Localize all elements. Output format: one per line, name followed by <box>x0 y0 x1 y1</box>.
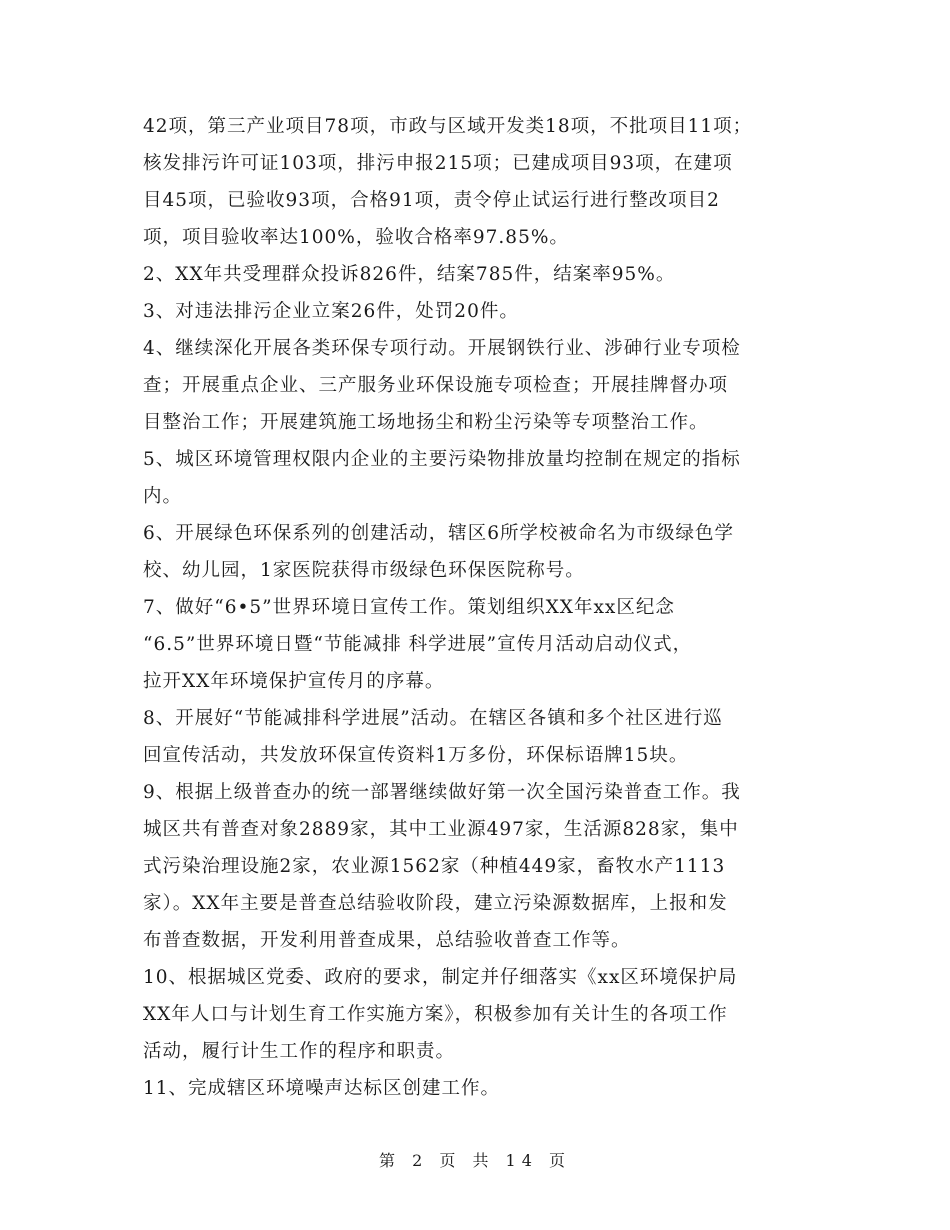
text-line: 项，项目验收率达100%，验收合格率97.85%。 <box>143 227 569 248</box>
text-line: 3、对违法排污企业立案26件，处罚20件。 <box>143 301 519 322</box>
text-line: 核发排污许可证103项，排污申报215项；已建成项目93项，在建项 <box>143 153 733 174</box>
text-line: 目45项，已验收93项，合格91项，责令停止试运行进行整改项目2 <box>143 190 720 211</box>
text-line: XX年人口与计划生育工作实施方案》，积极参加有关计生的各项工作 <box>143 1004 728 1025</box>
text-line: 2、XX年共受理群众投诉826件，结案785件，结案率95%。 <box>143 264 676 285</box>
text-line: 查；开展重点企业、三产服务业环保设施专项检查；开展挂牌督办项 <box>143 375 729 396</box>
text-line: 城区共有普查对象2889家，其中工业源497家，生活源828家，集中 <box>143 819 739 840</box>
text-line: 目整治工作；开展建筑施工场地扬尘和粉尘污染等专项整治工作。 <box>143 412 709 433</box>
text-line: 11、完成辖区环境噪声达标区创建工作。 <box>143 1078 501 1099</box>
text-line: 拉开XX年环境保护宣传月的序幕。 <box>143 671 445 692</box>
text-line: 活动，履行计生工作的程序和职责。 <box>143 1041 456 1062</box>
text-line: 9、根据上级普查办的统一部署继续做好第一次全国污染普查工作。我 <box>143 782 741 803</box>
text-line: 回宣传活动，共发放环保宣传资料1万多份，环保标语牌15块。 <box>143 745 689 766</box>
text-line: 布普查数据，开发利用普查成果，总结验收普查工作等。 <box>143 930 631 951</box>
text-line: 式污染治理设施2家，农业源1562家（种植449家，畜牧水产1113 <box>143 856 726 877</box>
text-line: “6.5”世界环境日暨“节能减排 科学进展”宣传月活动启动仪式， <box>143 634 693 655</box>
text-line: 8、开展好“节能减排科学进展”活动。在辖区各镇和多个社区进行巡 <box>143 708 723 729</box>
text-line: 校、幼儿园，1家医院获得市级绿色环保医院称号。 <box>143 560 585 581</box>
text-line: 内。 <box>143 486 183 507</box>
text-line: 10、根据城区党委、政府的要求，制定并仔细落实《xx区环境保护局 <box>143 967 738 988</box>
text-line: 4、继续深化开展各类环保专项行动。开展钢铁行业、涉砷行业专项检 <box>143 338 741 359</box>
text-line: 6、开展绿色环保系列的创建活动，辖区6所学校被命名为市级绿色学 <box>143 523 735 544</box>
text-line: 7、做好“6•5”世界环境日宣传工作。策划组织XX年xx区纪念 <box>143 597 675 618</box>
text-line: 家）。XX年主要是普查总结验收阶段，建立污染源数据库，上报和发 <box>143 893 728 914</box>
text-line: 5、城区环境管理权限内企业的主要污染物排放量均控制在规定的指标 <box>143 449 741 470</box>
page-number-footer: 第 2 页 共 14 页 <box>379 1151 571 1170</box>
text-line: 42项，第三产业项目78项，市政与区域开发类18项，不批项目11项； <box>143 116 753 137</box>
